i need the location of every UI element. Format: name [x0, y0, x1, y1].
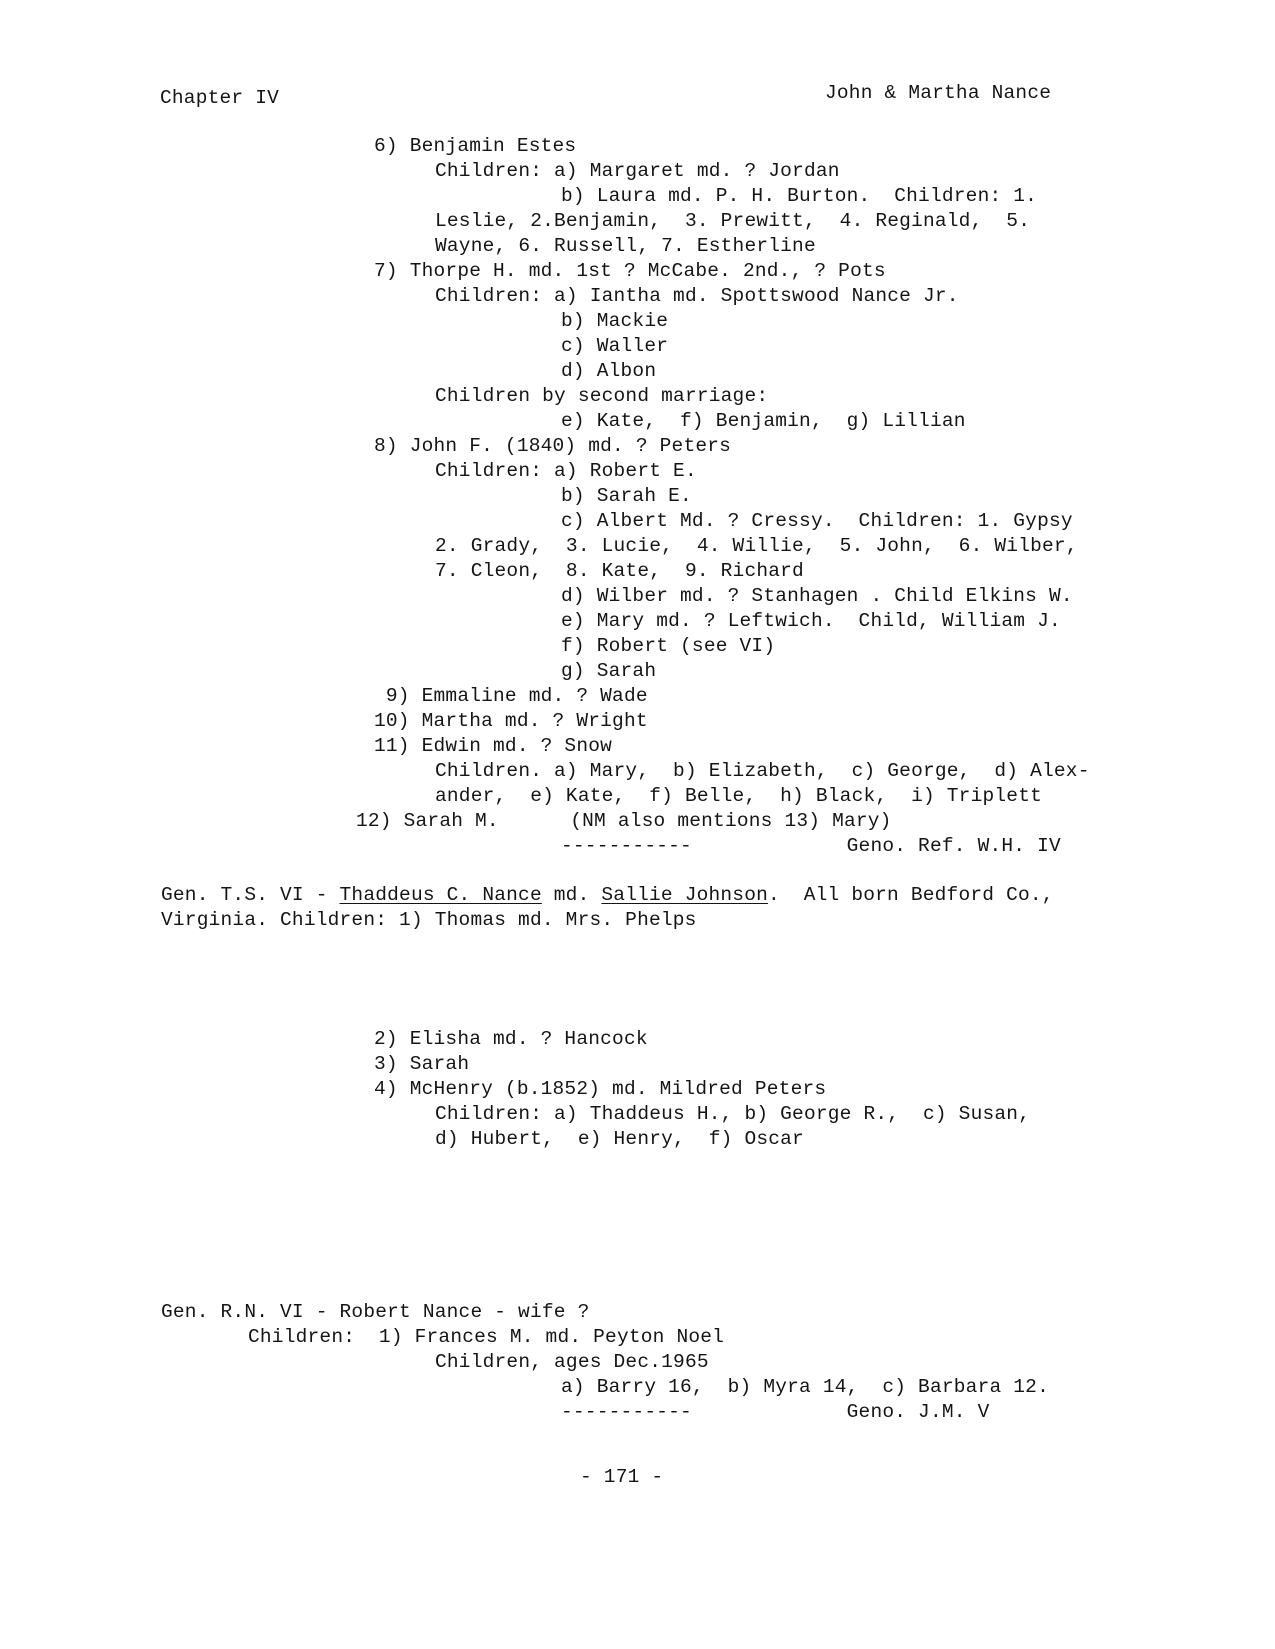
page-number: - 171 -: [580, 1466, 664, 1488]
underlined-name: Thaddeus C. Nance: [339, 884, 542, 906]
text-line: 2) Elisha md. ? Hancock: [374, 1028, 648, 1050]
text-line: Children: 1) Frances M. md. Peyton Noel: [248, 1326, 725, 1348]
section-ts-line-2: Virginia. Children: 1) Thomas md. Mrs. Phelps: [161, 909, 697, 931]
text-line: e) Kate, f) Benjamin, g) Lillian: [561, 410, 966, 432]
text-line: 3) Sarah: [374, 1053, 470, 1075]
text-line: c) Albert Md. ? Cressy. Children: 1. Gypsy: [561, 510, 1073, 532]
text-line: 10) Martha md. ? Wright: [374, 710, 648, 732]
text-line: 12) Sarah M. (NM also mentions 13) Mary): [356, 810, 892, 832]
page-header-left: Chapter IV: [160, 87, 280, 109]
text-line: g) Sarah: [561, 660, 657, 682]
underlined-name: Sallie Johnson: [601, 884, 769, 906]
text-line: Children: a) Robert E.: [435, 460, 697, 482]
page-header-right: John & Martha Nance: [825, 82, 1052, 104]
text-line: Children: a) Iantha md. Spottswood Nance Jr.: [435, 285, 959, 307]
text-line: d) Albon: [561, 360, 657, 382]
text-line: 4) McHenry (b.1852) md. Mildred Peters: [374, 1078, 827, 1100]
text-line: ander, e) Kate, f) Belle, h) Black, i) Triplett: [435, 785, 1042, 807]
text-line: 6) Benjamin Estes: [374, 135, 577, 157]
text-line: Wayne, 6. Russell, 7. Estherline: [435, 235, 816, 257]
text-line: 7) Thorpe H. md. 1st ? McCabe. 2nd., ? Pots: [374, 260, 886, 282]
text-line: 8) John F. (1840) md. ? Peters: [374, 435, 732, 457]
text-line: c) Waller: [561, 335, 669, 357]
text-line: Children: a) Thaddeus H., b) George R., c) Susan,: [435, 1103, 1031, 1125]
text-line: a) Barry 16, b) Myra 14, c) Barbara 12.: [561, 1376, 1049, 1398]
text-line: Children by second marriage:: [435, 385, 769, 407]
text-line: d) Wilber md. ? Stanhagen . Child Elkins W.: [561, 585, 1073, 607]
text-line: 7. Cleon, 8. Kate, 9. Richard: [435, 560, 804, 582]
text-line: Children, ages Dec.1965: [435, 1351, 709, 1373]
text-line: e) Mary md. ? Leftwich. Child, William J.: [561, 610, 1061, 632]
text-line: Children: a) Margaret md. ? Jordan: [435, 160, 840, 182]
text-line: ----------- Geno. Ref. W.H. IV: [561, 835, 1061, 857]
text: Gen. T.S. VI -: [161, 884, 340, 906]
text-line: Leslie, 2.Benjamin, 3. Prewitt, 4. Reginald, 5.: [435, 210, 1031, 232]
text-line: 11) Edwin md. ? Snow: [374, 735, 613, 757]
text-line: b) Sarah E.: [561, 485, 692, 507]
text: md.: [541, 884, 602, 906]
section-ts-line-1: [161, 883, 1054, 907]
text-line: d) Hubert, e) Henry, f) Oscar: [435, 1128, 804, 1150]
text: . All born Bedford Co.,: [768, 884, 1054, 906]
text-line: ----------- Geno. J.M. V: [561, 1401, 990, 1423]
text-line: f) Robert (see VI): [561, 635, 776, 657]
text-line: b) Mackie: [561, 310, 669, 332]
text-line: Children. a) Mary, b) Elizabeth, c) George, d) Alex-: [435, 760, 1090, 782]
text-line: Gen. R.N. VI - Robert Nance - wife ?: [161, 1301, 590, 1323]
text-line: 9) Emmaline md. ? Wade: [374, 685, 648, 707]
text-line: b) Laura md. P. H. Burton. Children: 1.: [561, 185, 1038, 207]
text-line: 2. Grady, 3. Lucie, 4. Willie, 5. John, 6. Wilber,: [435, 535, 1078, 557]
